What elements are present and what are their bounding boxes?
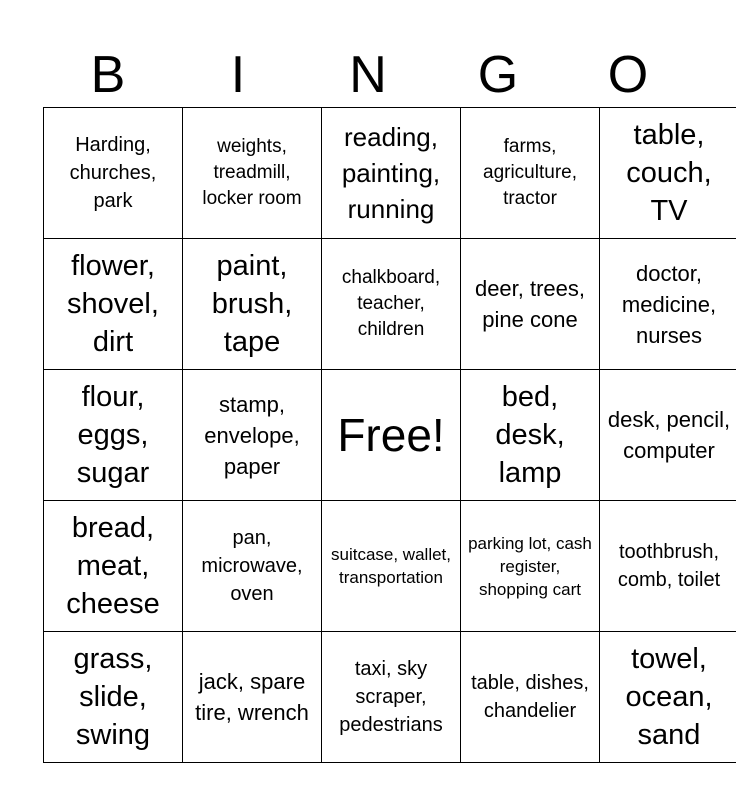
cell-text: reading, painting, running: [341, 122, 441, 224]
bingo-cell[interactable]: [461, 501, 600, 632]
bingo-cell[interactable]: [183, 632, 322, 763]
header-letter-b: B: [90, 46, 126, 104]
cell-text: weights, treadmill, locker room: [202, 136, 302, 209]
bingo-cell[interactable]: [461, 239, 600, 370]
board-row-2: [44, 239, 736, 370]
bingo-cell[interactable]: [44, 370, 183, 501]
bingo-cell[interactable]: [461, 370, 600, 501]
bingo-cell[interactable]: [322, 632, 461, 763]
header-letter-i: I: [230, 46, 246, 104]
cell-text: table, dishes, chandelier: [471, 672, 589, 722]
bingo-cell[interactable]: [44, 501, 183, 632]
bingo-cell[interactable]: [183, 370, 322, 501]
cell-text: towel, ocean, sand: [625, 643, 713, 751]
bingo-cell[interactable]: [44, 239, 183, 370]
cell-text: desk, pencil, computer: [607, 407, 731, 463]
board-row-1: [44, 108, 736, 239]
cell-text: flour, eggs, sugar: [76, 381, 150, 489]
cell-text: grass, slide, swing: [73, 643, 153, 751]
bingo-cell[interactable]: [322, 501, 461, 632]
free-space-text: Free!: [337, 409, 445, 461]
bingo-cell[interactable]: [183, 108, 322, 239]
cell-text: Harding, churches, park: [69, 134, 157, 212]
bingo-cell[interactable]: [322, 108, 461, 239]
bingo-cell[interactable]: [44, 632, 183, 763]
cell-text: flower, shovel, dirt: [67, 250, 159, 358]
header-letter-g: G: [477, 46, 519, 104]
bingo-board: [43, 107, 736, 763]
bingo-cell[interactable]: [600, 239, 736, 370]
header-letter-o: O: [607, 46, 649, 104]
board-row-3: [44, 370, 736, 501]
cell-text: doctor, medicine, nurses: [621, 260, 717, 348]
cell-text: suitcase, wallet, transportation: [331, 545, 451, 587]
bingo-cell[interactable]: [44, 108, 183, 239]
cell-text: table, couch, TV: [626, 119, 712, 227]
bingo-cell[interactable]: [183, 501, 322, 632]
bingo-cell[interactable]: [183, 239, 322, 370]
bingo-cell[interactable]: [461, 632, 600, 763]
bingo-cell[interactable]: [600, 501, 736, 632]
cell-text: farms, agriculture, tractor: [483, 136, 577, 209]
cell-text: parking lot, cash register, shopping cart: [468, 533, 592, 599]
cell-text: stamp, envelope, paper: [204, 391, 300, 479]
bingo-cell[interactable]: [600, 370, 736, 501]
cell-text: toothbrush, comb, toilet: [617, 541, 721, 591]
bingo-cell[interactable]: [600, 108, 736, 239]
cell-text: deer, trees, pine cone: [474, 276, 586, 332]
cell-text: bread, meat, cheese: [66, 512, 160, 620]
cell-text: taxi, sky scraper, pedestrians: [339, 658, 443, 736]
board-row-4: [44, 501, 736, 632]
board-row-5: [44, 632, 736, 763]
cell-text: bed, desk, lamp: [495, 381, 565, 489]
bingo-cell[interactable]: [600, 632, 736, 763]
cell-text: jack, spare tire, wrench: [195, 669, 309, 725]
bingo-header: [43, 44, 693, 106]
cell-text: pan, microwave, oven: [201, 527, 303, 605]
cell-text: paint, brush, tape: [211, 250, 293, 358]
free-space-cell[interactable]: [322, 370, 461, 501]
bingo-cell[interactable]: [461, 108, 600, 239]
header-letter-n: N: [349, 46, 387, 104]
bingo-cell[interactable]: [322, 239, 461, 370]
cell-text: chalkboard, teacher, children: [341, 267, 441, 340]
